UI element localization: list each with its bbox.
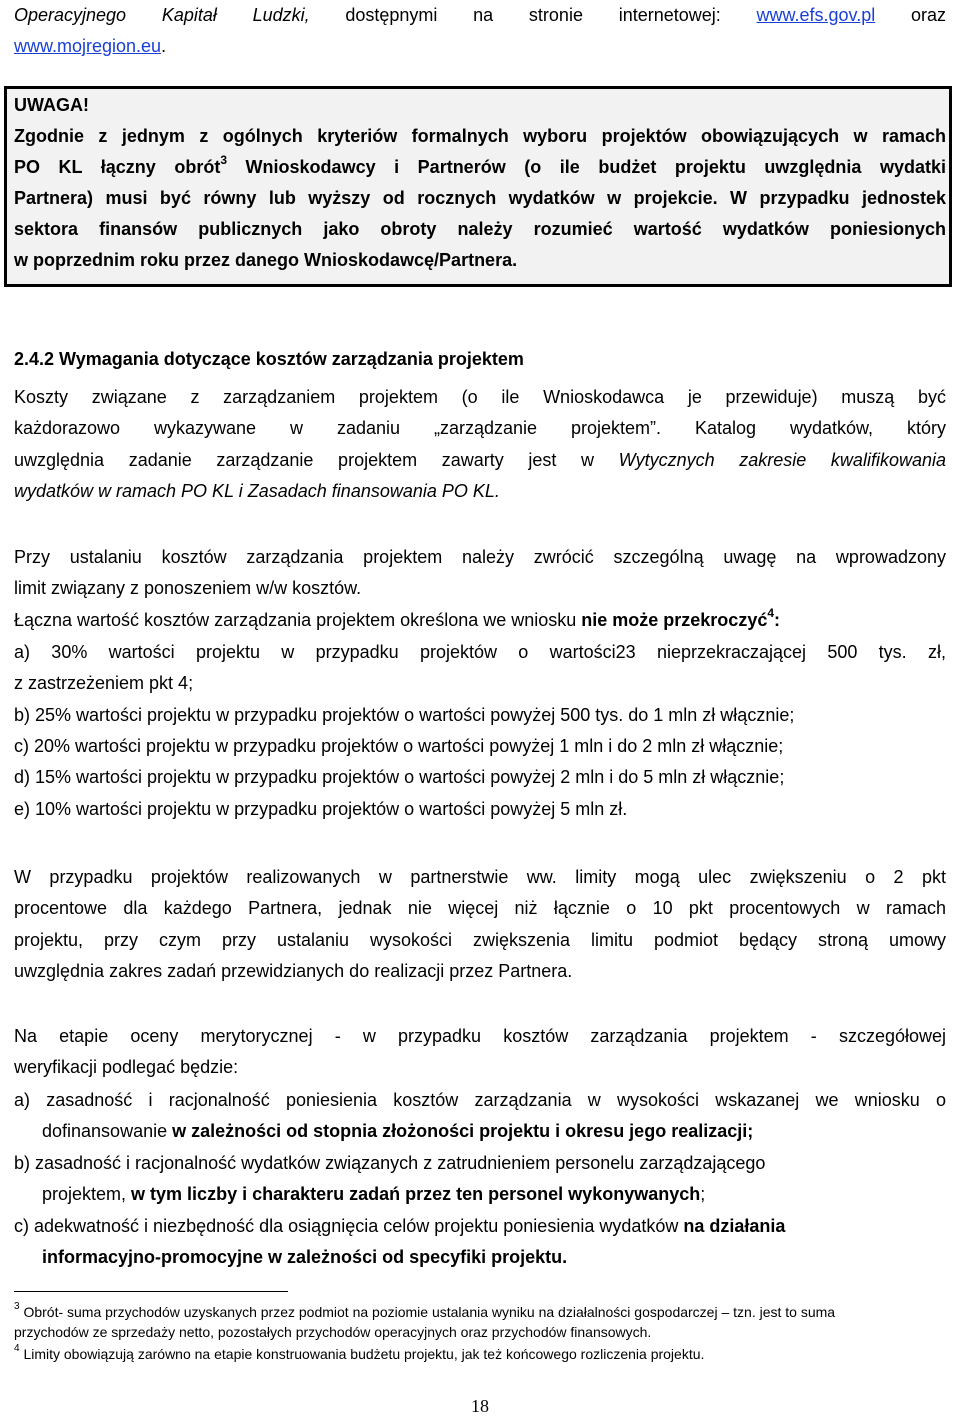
footnote-3: $^3$ Obrót- suma przychodów uzyskanych przez podmiot na poziomie ustalania wyniku na działalności gospodarczej – tzn. jest to suma <box>14 1301 836 1320</box>
footnote-4: $^4$ Limity obowiązują zarówno na etapie konstruowania budżetu projektu, jak też końcowego rozliczenia projektu. <box>14 1343 705 1362</box>
mojregion-link[interactable]: www.mojregion.eu <box>14 36 162 56</box>
intro-line-1: Operacyjnego Kapitał Ludzki, dostępnymi na stronie internetowej: www.efs.gov.pl oraz <box>14 5 946 25</box>
page-number: 18 <box>471 1396 489 1416</box>
limit-c: c) 20% wartości projektu w przypadku projektów o wartości powyżej 1 mln i do 2 mln zł włącznie; <box>14 736 784 756</box>
limit-d: d) 15% wartości projektu w przypadku projektów o wartości powyżej 2 mln i do 5 mln zł włącznie; <box>14 767 785 787</box>
section-heading: 2.4.2 Wymagania dotyczące kosztów zarządzania projektem <box>14 349 524 369</box>
verify-c: c) adekwatność i niezbędność dla osiągnięcia celów projektu poniesienia wydatków na działania <box>14 1216 786 1236</box>
footnote-ref-4[interactable]: 4 <box>767 606 775 620</box>
footnote-ref-3[interactable]: 3 <box>220 153 228 167</box>
limit-a: a) 30% wartości projektu w przypadku projektów o wartości23 nieprzekraczającej 500 tys. zł, <box>14 642 946 662</box>
efs-link[interactable]: www.efs.gov.pl <box>756 5 876 25</box>
limit-e: e) 10% wartości projektu w przypadku projektów o wartości powyżej 5 mln zł. <box>14 799 628 819</box>
verify-a: a) zasadność i racjonalność poniesienia kosztów zarządzania w wysokości wskazanej we wniosku o <box>14 1090 946 1110</box>
verify-b: b) zasadność i racjonalność wydatków związanych z zatrudnieniem personelu zarządzającego <box>14 1153 766 1173</box>
footnote-separator <box>14 1291 288 1292</box>
intro-line-2: www.mojregion.eu. <box>14 36 167 56</box>
warning-title: UWAGA! <box>14 95 89 115</box>
limit-b: b) 25% wartości projektu w przypadku projektów o wartości powyżej 500 tys. do 1 mln zł włącznie; <box>14 705 795 725</box>
